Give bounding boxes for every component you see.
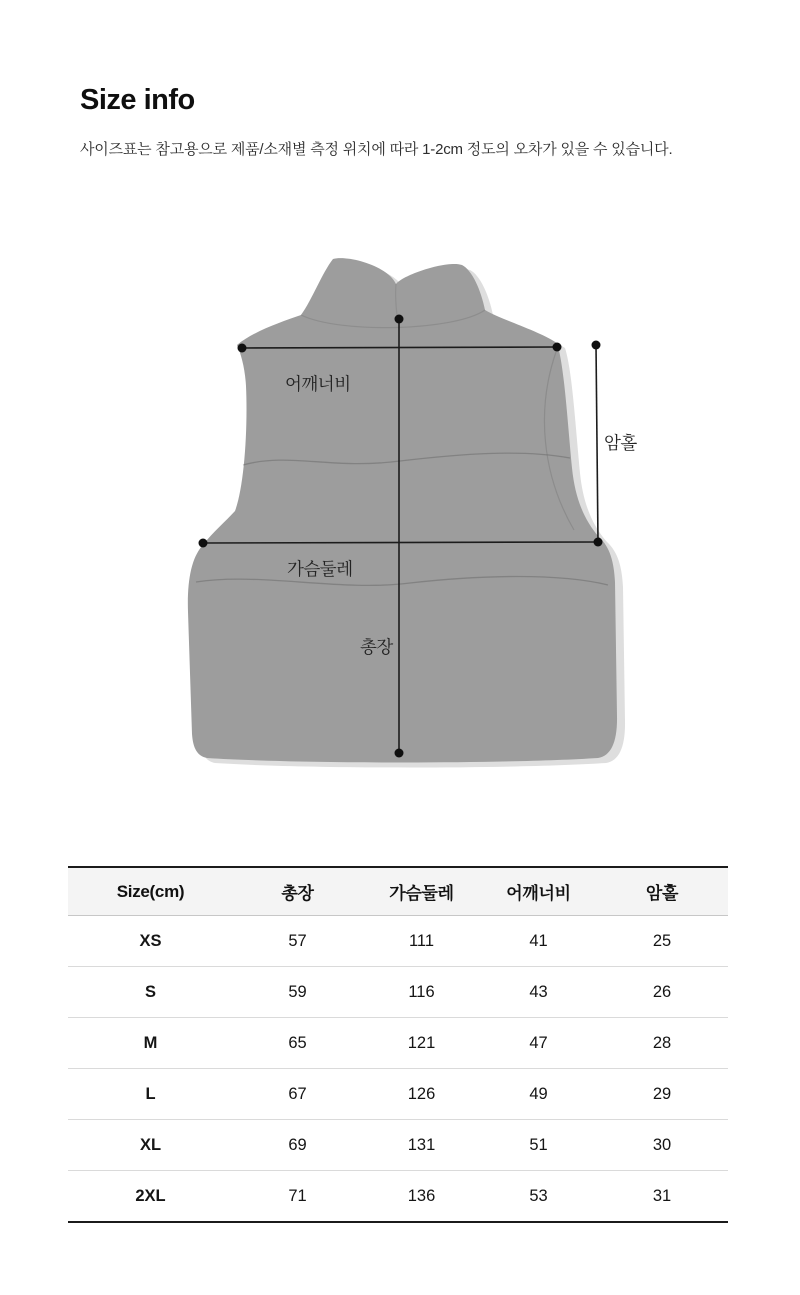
shoulder-width-label: 어깨너비 — [285, 374, 351, 394]
table-cell: 59 — [233, 967, 362, 1018]
size-table — [68, 866, 728, 1223]
table-cell: 30 — [596, 1120, 728, 1171]
measure-dot — [238, 344, 247, 353]
measure-dot — [199, 539, 208, 548]
table-cell: 136 — [407, 1186, 436, 1205]
table-cell: 41 — [481, 916, 596, 967]
table-cell: 116 — [362, 967, 481, 1018]
column-header-shoulder: 어깨너비 — [481, 867, 596, 916]
vest-diagram-svg — [0, 230, 800, 790]
table-cell: 28 — [596, 1018, 728, 1069]
total-length-label: 총장 — [360, 637, 393, 657]
table-cell: 111 — [362, 916, 481, 967]
measure-dot — [395, 315, 404, 324]
size-cell: XL — [68, 1120, 233, 1171]
chest-measure-line — [203, 542, 598, 543]
column-header-armhole: 암홀 — [596, 867, 728, 916]
table-cell: 31 — [652, 1186, 672, 1205]
table-cell: 126 — [362, 1069, 481, 1120]
table-cell: 29 — [596, 1069, 728, 1120]
table-cell: 121 — [362, 1018, 481, 1069]
chest-label: 가슴둘레 — [287, 559, 353, 579]
page-title: Size info — [80, 84, 195, 116]
table-cell: 57 — [233, 916, 362, 967]
vest-illustration — [188, 258, 617, 762]
armhole-label: 암홀 — [604, 433, 637, 453]
table-cell: 69 — [233, 1120, 362, 1171]
size-cell: S — [68, 967, 233, 1018]
table-cell: 25 — [596, 916, 728, 967]
table-cell: 26 — [596, 967, 728, 1018]
size-notice-text: 사이즈표는 참고용으로 제품/소재별 측정 위치에 따라 1-2cm 정도의 오차가 있을 수 있습니다. — [80, 141, 673, 158]
table-cell: 65 — [233, 1018, 362, 1069]
table-row — [68, 967, 728, 1018]
column-header-length: 총장 — [233, 867, 362, 916]
table-row — [68, 1069, 728, 1120]
size-cell: XS — [68, 916, 233, 967]
size-cell: L — [68, 1069, 233, 1120]
table-cell: 51 — [481, 1120, 596, 1171]
table-header-row — [68, 867, 728, 916]
table-cell: 53 — [529, 1186, 548, 1205]
measure-dot — [553, 343, 562, 352]
measure-dot — [395, 749, 404, 758]
table-cell: 49 — [481, 1069, 596, 1120]
size-table-section — [68, 866, 728, 1223]
table-cell: 67 — [233, 1069, 362, 1120]
size-cell: M — [68, 1018, 233, 1069]
measure-dot — [594, 538, 603, 547]
vest-measurement-diagram — [0, 230, 800, 790]
table-row — [68, 916, 728, 967]
table-cell: 43 — [481, 967, 596, 1018]
table-row — [68, 1018, 728, 1069]
table-cell: 131 — [362, 1120, 481, 1171]
column-header-size: Size(cm) — [68, 867, 233, 916]
column-header-chest: 가슴둘레 — [362, 867, 481, 916]
table-row — [68, 1171, 728, 1223]
armhole-measure-line — [596, 345, 598, 542]
size-cell: 2XL — [135, 1186, 166, 1205]
measure-dot — [592, 341, 601, 350]
table-cell: 71 — [288, 1186, 307, 1205]
table-row — [68, 1120, 728, 1171]
table-cell: 47 — [481, 1018, 596, 1069]
